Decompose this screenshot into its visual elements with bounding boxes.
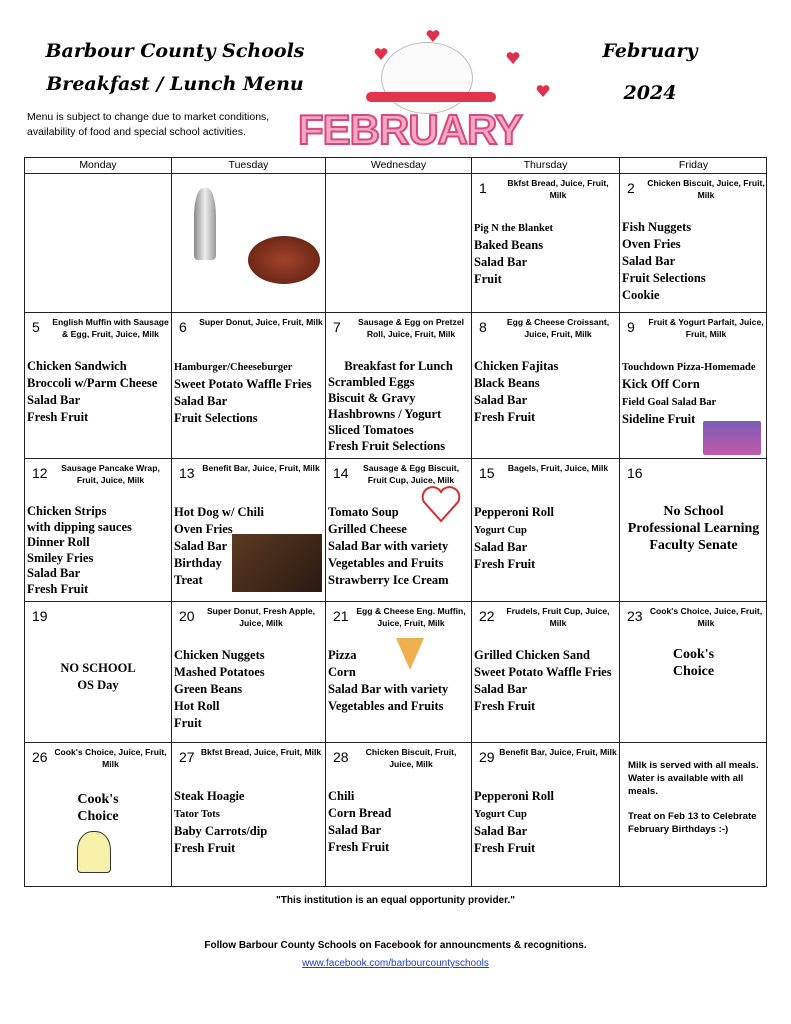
lunch-item: Pizza — [328, 648, 357, 662]
year-label: 2024 — [623, 82, 677, 104]
day-cell — [326, 173, 472, 312]
lunch-menu — [622, 358, 765, 428]
lunch-item: Steak Hoagie — [174, 789, 245, 803]
lunch-item: Cook's — [77, 792, 119, 807]
breakfast-menu: Benefit Bar, Juice, Fruit, Milk — [499, 747, 617, 757]
football-icon — [248, 236, 320, 284]
breakfast-menu: Sausage & Egg Biscuit, Fruit Cup, Juice, Milk — [363, 463, 459, 485]
lunch-item: Pig N the Blanket — [474, 223, 554, 234]
lunch-menu — [474, 788, 617, 857]
day-cell — [25, 742, 172, 887]
breakfast-menu: Sausage & Egg on Pretzel Roll, Juice, Fruit, Milk — [357, 317, 465, 339]
lunch-menu — [174, 504, 323, 589]
lunch-item: Salad Bar — [474, 393, 528, 407]
lunch-item: Choice — [672, 664, 715, 679]
lunch-menu — [27, 791, 169, 825]
day-number: 9 — [627, 319, 635, 335]
lunch-item: Fruit — [474, 272, 502, 286]
day-cell — [472, 742, 620, 887]
lunch-item: Chili — [328, 789, 355, 803]
lunch-item: Fresh Fruit — [328, 840, 390, 854]
breakfast-menu: Chicken Biscuit, Juice, Fruit, Milk — [647, 178, 765, 200]
day-cell — [620, 458, 767, 601]
lunch-item: Fresh Fruit Selections — [328, 439, 446, 453]
day-cell — [172, 312, 326, 458]
lunch-menu — [174, 358, 323, 427]
heart-icon — [536, 85, 550, 97]
lunch-item: Sweet Potato Waffle Fries — [474, 665, 612, 679]
lunch-item: Corn — [328, 665, 356, 679]
heart-icon — [506, 52, 520, 64]
lunch-item: Tomato Soup — [328, 505, 399, 519]
lunch-item: Salad Bar — [328, 823, 382, 837]
lunch-item: Professional Learning — [627, 521, 760, 536]
day-cell — [25, 601, 172, 742]
lunch-item: Hashbrowns / Yogurt — [328, 407, 442, 421]
day-number: 22 — [479, 608, 495, 624]
lunch-item: Fish Nuggets — [622, 220, 692, 234]
day-cell — [25, 312, 172, 458]
lunch-item: Salad Bar with variety — [328, 539, 449, 553]
trophy-icon — [194, 188, 216, 260]
lunch-item: Grilled Chicken Sand — [474, 648, 590, 662]
weekday-header: Wednesday — [326, 158, 472, 173]
lunch-item: Fresh Fruit — [474, 841, 536, 855]
lunch-item: Salad Bar — [474, 255, 528, 269]
lunch-menu — [328, 358, 469, 454]
lunch-item: Mashed Potatoes — [174, 665, 265, 679]
lunch-item: Faculty Senate — [649, 538, 738, 553]
breakfast-menu: Egg & Cheese Croissant, Juice, Fruit, Milk — [506, 317, 610, 339]
lunch-item: Treat — [174, 573, 203, 587]
lunch-item: OS Day — [77, 678, 119, 692]
lunch-item: Kick Off Corn — [622, 377, 700, 391]
meal-notes — [628, 759, 763, 848]
lunch-item: Grilled Cheese — [328, 522, 407, 536]
day-cell — [172, 173, 326, 312]
day-number: 15 — [479, 465, 495, 481]
lunch-item: Salad Bar — [174, 394, 228, 408]
lunch-item: Yogurt Cup — [474, 809, 527, 820]
breakfast-menu: Super Donut, Fresh Apple, Juice, Milk — [206, 606, 316, 628]
day-cell — [172, 601, 326, 742]
lunch-menu — [622, 503, 765, 554]
lunch-item: Salad Bar with variety — [328, 682, 449, 696]
breakfast-menu: Super Donut, Juice, Fruit, Milk — [199, 317, 323, 327]
lunch-item: Fresh Fruit — [474, 699, 536, 713]
lunch-item: Biscuit & Gravy — [328, 391, 416, 405]
snowman-icon — [381, 42, 473, 114]
month-label: February — [602, 40, 698, 62]
lunch-menu — [328, 788, 469, 856]
day-number: 2 — [627, 180, 635, 196]
lunch-item: Choice — [77, 809, 119, 824]
note-text: Treat on Feb 13 to Celebrate February Birthdays :-) — [628, 811, 757, 835]
day-cell — [326, 312, 472, 458]
lunch-item: Hot Dog w/ Chili — [174, 505, 264, 519]
facebook-link[interactable]: www.facebook.com/barbourcountyschools — [302, 958, 489, 969]
lunch-item: Birthday — [174, 556, 222, 570]
heart-icon — [374, 48, 388, 60]
lunch-item: Fresh Fruit — [474, 410, 536, 424]
lunch-item: Vegetables and Fruits — [328, 556, 444, 570]
calendar-grid — [24, 157, 767, 887]
day-number: 1 — [479, 180, 487, 196]
lunch-menu — [328, 647, 469, 715]
logo-word: FEBRUARY — [298, 106, 522, 153]
lunch-item: Salad Bar — [474, 540, 528, 554]
breakfast-menu: Fruit & Yogurt Parfait, Juice, Fruit, Milk — [648, 317, 764, 339]
lunch-menu — [474, 358, 617, 426]
lunch-item: Scrambled Eggs — [328, 375, 415, 389]
lunch-item: Smiley Fries — [27, 550, 94, 565]
breakfast-menu: Egg & Cheese Eng. Muffin, Juice, Fruit, Milk — [356, 606, 466, 628]
lunch-item: Fruit Selections — [174, 411, 258, 425]
breakfast-menu: Bkfst Bread, Juice, Fruit, Milk — [200, 747, 322, 757]
lunch-item: No School — [663, 504, 724, 519]
breakfast-menu: Benefit Bar, Juice, Fruit, Milk — [202, 463, 320, 473]
day-number: 28 — [333, 749, 349, 765]
lunch-menu — [622, 219, 765, 304]
chef-hat-icon — [77, 831, 111, 873]
title-line-2: Breakfast / Lunch Menu — [46, 73, 304, 95]
lunch-item: Cook's — [672, 647, 715, 662]
lunch-item: Black Beans — [474, 376, 540, 390]
lunch-item: Salad Bar — [474, 682, 528, 696]
lunch-item: Fresh Fruit — [27, 581, 89, 596]
lunch-item: Yogurt Cup — [474, 525, 527, 536]
day-number: 29 — [479, 749, 495, 765]
lunch-item: Baked Beans — [474, 238, 544, 252]
lunch-item: Chicken Fajitas — [474, 359, 559, 373]
lunch-item: Green Beans — [174, 682, 243, 696]
lunch-item: Oven Fries — [174, 522, 233, 536]
lunch-item: Sweet Potato Waffle Fries — [174, 377, 312, 391]
day-cell — [472, 173, 620, 312]
lunch-item: Salad Bar — [622, 254, 676, 268]
lunch-menu — [174, 647, 323, 732]
note-text: Milk is served with all meals. Water is available with all meals. — [628, 760, 759, 797]
equal-opportunity-statement: "This institution is an equal opportunity provider." — [276, 895, 515, 906]
day-number: 7 — [333, 319, 341, 335]
lunch-item: Sideline Fruit — [622, 412, 696, 426]
weekday-header: Tuesday — [172, 158, 326, 173]
lunch-item: Fresh Fruit — [174, 841, 236, 855]
day-number: 13 — [179, 465, 195, 481]
lunch-item: Fresh Fruit — [474, 557, 536, 571]
lunch-item: Sliced Tomatoes — [328, 423, 414, 437]
title-line-1: Barbour County Schools — [45, 40, 305, 62]
day-number: 27 — [179, 749, 195, 765]
breakfast-menu: Bkfst Bread, Juice, Fruit, Milk — [507, 178, 609, 200]
day-number: 6 — [179, 319, 187, 335]
day-cell — [620, 173, 767, 312]
lunch-item: Chicken Sandwich — [27, 359, 127, 373]
day-number: 5 — [32, 319, 40, 335]
lunch-item: Breakfast for Lunch — [344, 359, 453, 373]
day-number: 12 — [32, 465, 48, 481]
lunch-item: Corn Bread — [328, 806, 392, 820]
lunch-item: Fruit Selections — [622, 271, 706, 285]
breakfast-menu: Chicken Biscuit, Fruit, Juice, Milk — [365, 747, 457, 769]
day-cell — [472, 458, 620, 601]
lunch-item: Field Goal Salad Bar — [622, 397, 717, 408]
lunch-item: Pepperoni Roll — [474, 789, 554, 803]
day-number: 16 — [627, 465, 643, 481]
day-cell — [472, 312, 620, 458]
lunch-menu — [27, 660, 169, 694]
day-number: 14 — [333, 465, 349, 481]
lunch-menu — [174, 788, 323, 857]
day-cell — [172, 458, 326, 601]
weekday-header: Monday — [25, 158, 172, 173]
breakfast-menu: Frudels, Fruit Cup, Juice, Milk — [506, 606, 610, 628]
facebook-follow-text: Follow Barbour County Schools on Facebook for announcments & recognitions. — [204, 940, 587, 951]
day-number: 20 — [179, 608, 195, 624]
breakfast-menu: Cook's Choice, Juice, Fruit, Milk — [649, 606, 763, 628]
lunch-item: Salad Bar — [27, 393, 81, 407]
lunch-item: Hamburger/Cheeseburger — [174, 362, 293, 373]
lunch-menu — [474, 504, 617, 573]
breakfast-menu: Sausage Pancake Wrap, Fruit, Juice, Milk — [61, 463, 160, 485]
day-number: 21 — [333, 608, 349, 624]
lunch-item: Pepperoni Roll — [474, 505, 554, 519]
weekday-header: Friday — [678, 159, 709, 171]
day-cell — [25, 458, 172, 601]
lunch-item: Hot Roll — [174, 699, 220, 713]
lunch-item: Cookie — [622, 288, 660, 302]
day-cell — [326, 601, 472, 742]
day-cell — [620, 601, 767, 742]
lunch-item: Salad Bar — [474, 824, 528, 838]
breakfast-menu: Cook's Choice, Juice, Fruit, Milk — [54, 747, 167, 769]
lunch-item: Fruit — [174, 716, 202, 730]
day-cell — [620, 312, 767, 458]
lunch-menu — [328, 504, 469, 589]
disclaimer: Menu is subject to change due to market conditions, availability of food and special school activities. — [27, 111, 270, 138]
lunch-item: Tator Tots — [174, 809, 220, 820]
day-number: 26 — [32, 749, 48, 765]
lunch-menu — [27, 504, 169, 597]
day-number: 23 — [627, 608, 643, 624]
day-cell — [620, 742, 767, 887]
day-cell — [25, 173, 172, 312]
lunch-menu — [622, 646, 765, 680]
february-snowman-logo — [296, 30, 566, 156]
lunch-item: Vegetables and Fruits — [328, 699, 444, 713]
day-cell — [326, 458, 472, 601]
lunch-item: Baby Carrots/dip — [174, 824, 268, 838]
lunch-item: Oven Fries — [622, 237, 681, 251]
day-cell — [472, 601, 620, 742]
scarf-icon — [366, 92, 496, 102]
day-number: 8 — [479, 319, 487, 335]
lunch-item: Dinner Roll — [27, 535, 90, 549]
lunch-item: Strawberry Ice Cream — [328, 573, 449, 587]
breakfast-menu: Bagels, Fruit, Juice, Milk — [507, 463, 609, 473]
day-cell — [326, 742, 472, 887]
lunch-item: with dipping sauces — [27, 519, 132, 534]
lunch-item: Touchdown Pizza-Homemade — [622, 362, 756, 373]
lunch-item: Fresh Fruit — [27, 410, 89, 424]
heart-icon — [426, 30, 440, 42]
lunch-menu — [474, 219, 617, 288]
lunch-item: NO SCHOOL — [60, 661, 136, 675]
lunch-item: Chicken Nuggets — [174, 648, 265, 662]
lunch-item: Salad Bar — [27, 566, 81, 580]
breakfast-menu: English Muffin with Sausage & Egg, Fruit, Juice, Milk — [52, 317, 169, 339]
lunch-item: Broccoli w/Parm Cheese — [27, 376, 158, 390]
lunch-menu — [27, 358, 169, 426]
day-cell — [172, 742, 326, 887]
lunch-item: Salad Bar — [174, 539, 228, 553]
lunch-menu — [474, 647, 617, 715]
lunch-item: Chicken Strips — [27, 504, 107, 518]
weekday-header: Thursday — [472, 158, 620, 173]
day-number: 19 — [32, 608, 48, 624]
